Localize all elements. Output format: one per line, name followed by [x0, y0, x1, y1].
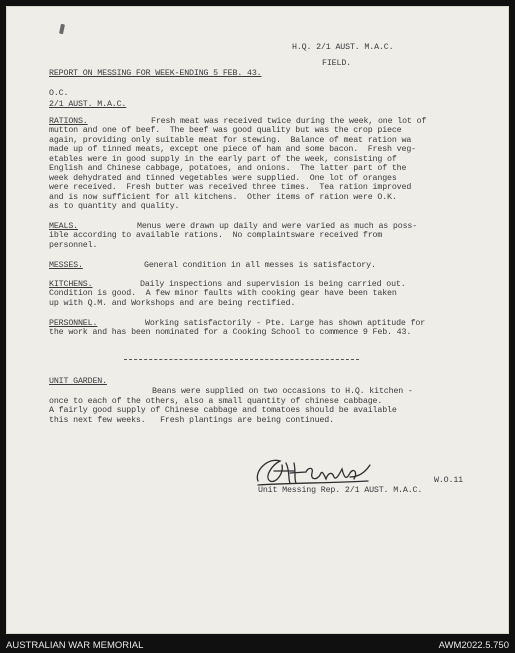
- handwritten-signature: [250, 451, 390, 491]
- rations-line: as to quantity and quality.: [49, 202, 180, 211]
- kitchens-line: up with Q.M. and Workshops and are being rectified.: [49, 299, 296, 308]
- personnel-heading: PERSONNEL.: [49, 319, 98, 328]
- report-title: REPORT ON MESSING FOR WEEK-ENDING 5 FEB. 43.: [49, 69, 262, 78]
- signature-title: Unit Messing Rep. 2/1 AUST. M.A.C.: [258, 486, 423, 495]
- meals-line: Menus were drawn up daily and were varied as much as poss-: [137, 222, 418, 231]
- archive-name: AUSTRALIAN WAR MEMORIAL: [6, 640, 144, 651]
- rations-heading: RATIONS.: [49, 117, 88, 126]
- garden-line: Beans were supplied on two occasions to H.Q. kitchen -: [152, 387, 413, 396]
- header-field: FIELD.: [322, 59, 351, 68]
- rations-line: were received. Fresh butter was received three times. Tea ration improved: [49, 183, 412, 192]
- personnel-line: the work and has been nominated for a Cooking School to commence 9 Feb. 43.: [49, 328, 412, 337]
- garden-line: this next few weeks. Fresh plantings are being continued.: [49, 416, 334, 425]
- signature-rank: W.O.11: [434, 476, 463, 485]
- rations-line: mutton and one of beef. The beef was good quality but was the crop piece: [49, 126, 402, 135]
- garden-line: A fairly good supply of Chinese cabbage and tomatoes should be available: [49, 406, 397, 415]
- archive-footer: [0, 638, 515, 653]
- rations-line: English and Chinese cabbage, potatoes, and onions. The latter part of the: [49, 164, 407, 173]
- rations-line: again, providing only suitable meat for stewing. Balance of meat ration wa: [49, 136, 412, 145]
- rations-line: week dehydrated and tinned vegetables were supplied. One lot of oranges: [49, 174, 397, 183]
- rations-line: Fresh meat was received twice during the week, one lot of: [151, 117, 427, 126]
- rations-line: and is now sufficient for all kitchens. Other items of ration were O.K.: [49, 193, 397, 202]
- kitchens-heading: KITCHENS.: [49, 280, 93, 289]
- messes-heading: MESSES.: [49, 261, 83, 270]
- garden-heading: UNIT GARDEN.: [49, 377, 107, 386]
- personnel-line: Working satisfactorily - Pte. Large has shown aptitude for: [145, 319, 426, 328]
- garden-line: once to each of the others, also a small quantity of chinese cabbage.: [49, 397, 383, 406]
- header-unit: H.Q. 2/1 AUST. M.A.C.: [292, 43, 394, 52]
- meals-line: ible according to available rations. No complaintsware received from: [49, 231, 383, 240]
- kitchens-line: Condition is good. A few minor faults with cooking gear have been taken: [49, 289, 397, 298]
- kitchens-line: Daily inspections and supervision is being carried out.: [140, 280, 406, 289]
- document-sheet: [6, 6, 509, 634]
- addressee-oc: O.C.: [49, 89, 69, 98]
- meals-line: personnel.: [49, 241, 98, 250]
- typed-report: [6, 6, 509, 634]
- meals-heading: MEALS.: [49, 222, 78, 231]
- addressee-unit: 2/1 AUST. M.A.C.: [49, 100, 127, 109]
- archive-reference: AWM2022.5.750: [438, 640, 509, 651]
- section-divider: [124, 359, 359, 360]
- rations-line: made up of tinned meats, except one piece of ham and some bacon. Fresh veg-: [49, 145, 417, 154]
- messes-text: General condition in all messes is satisfactory.: [144, 261, 376, 270]
- rations-line: etables were in good supply in the early part of the week, consisting of: [49, 155, 397, 164]
